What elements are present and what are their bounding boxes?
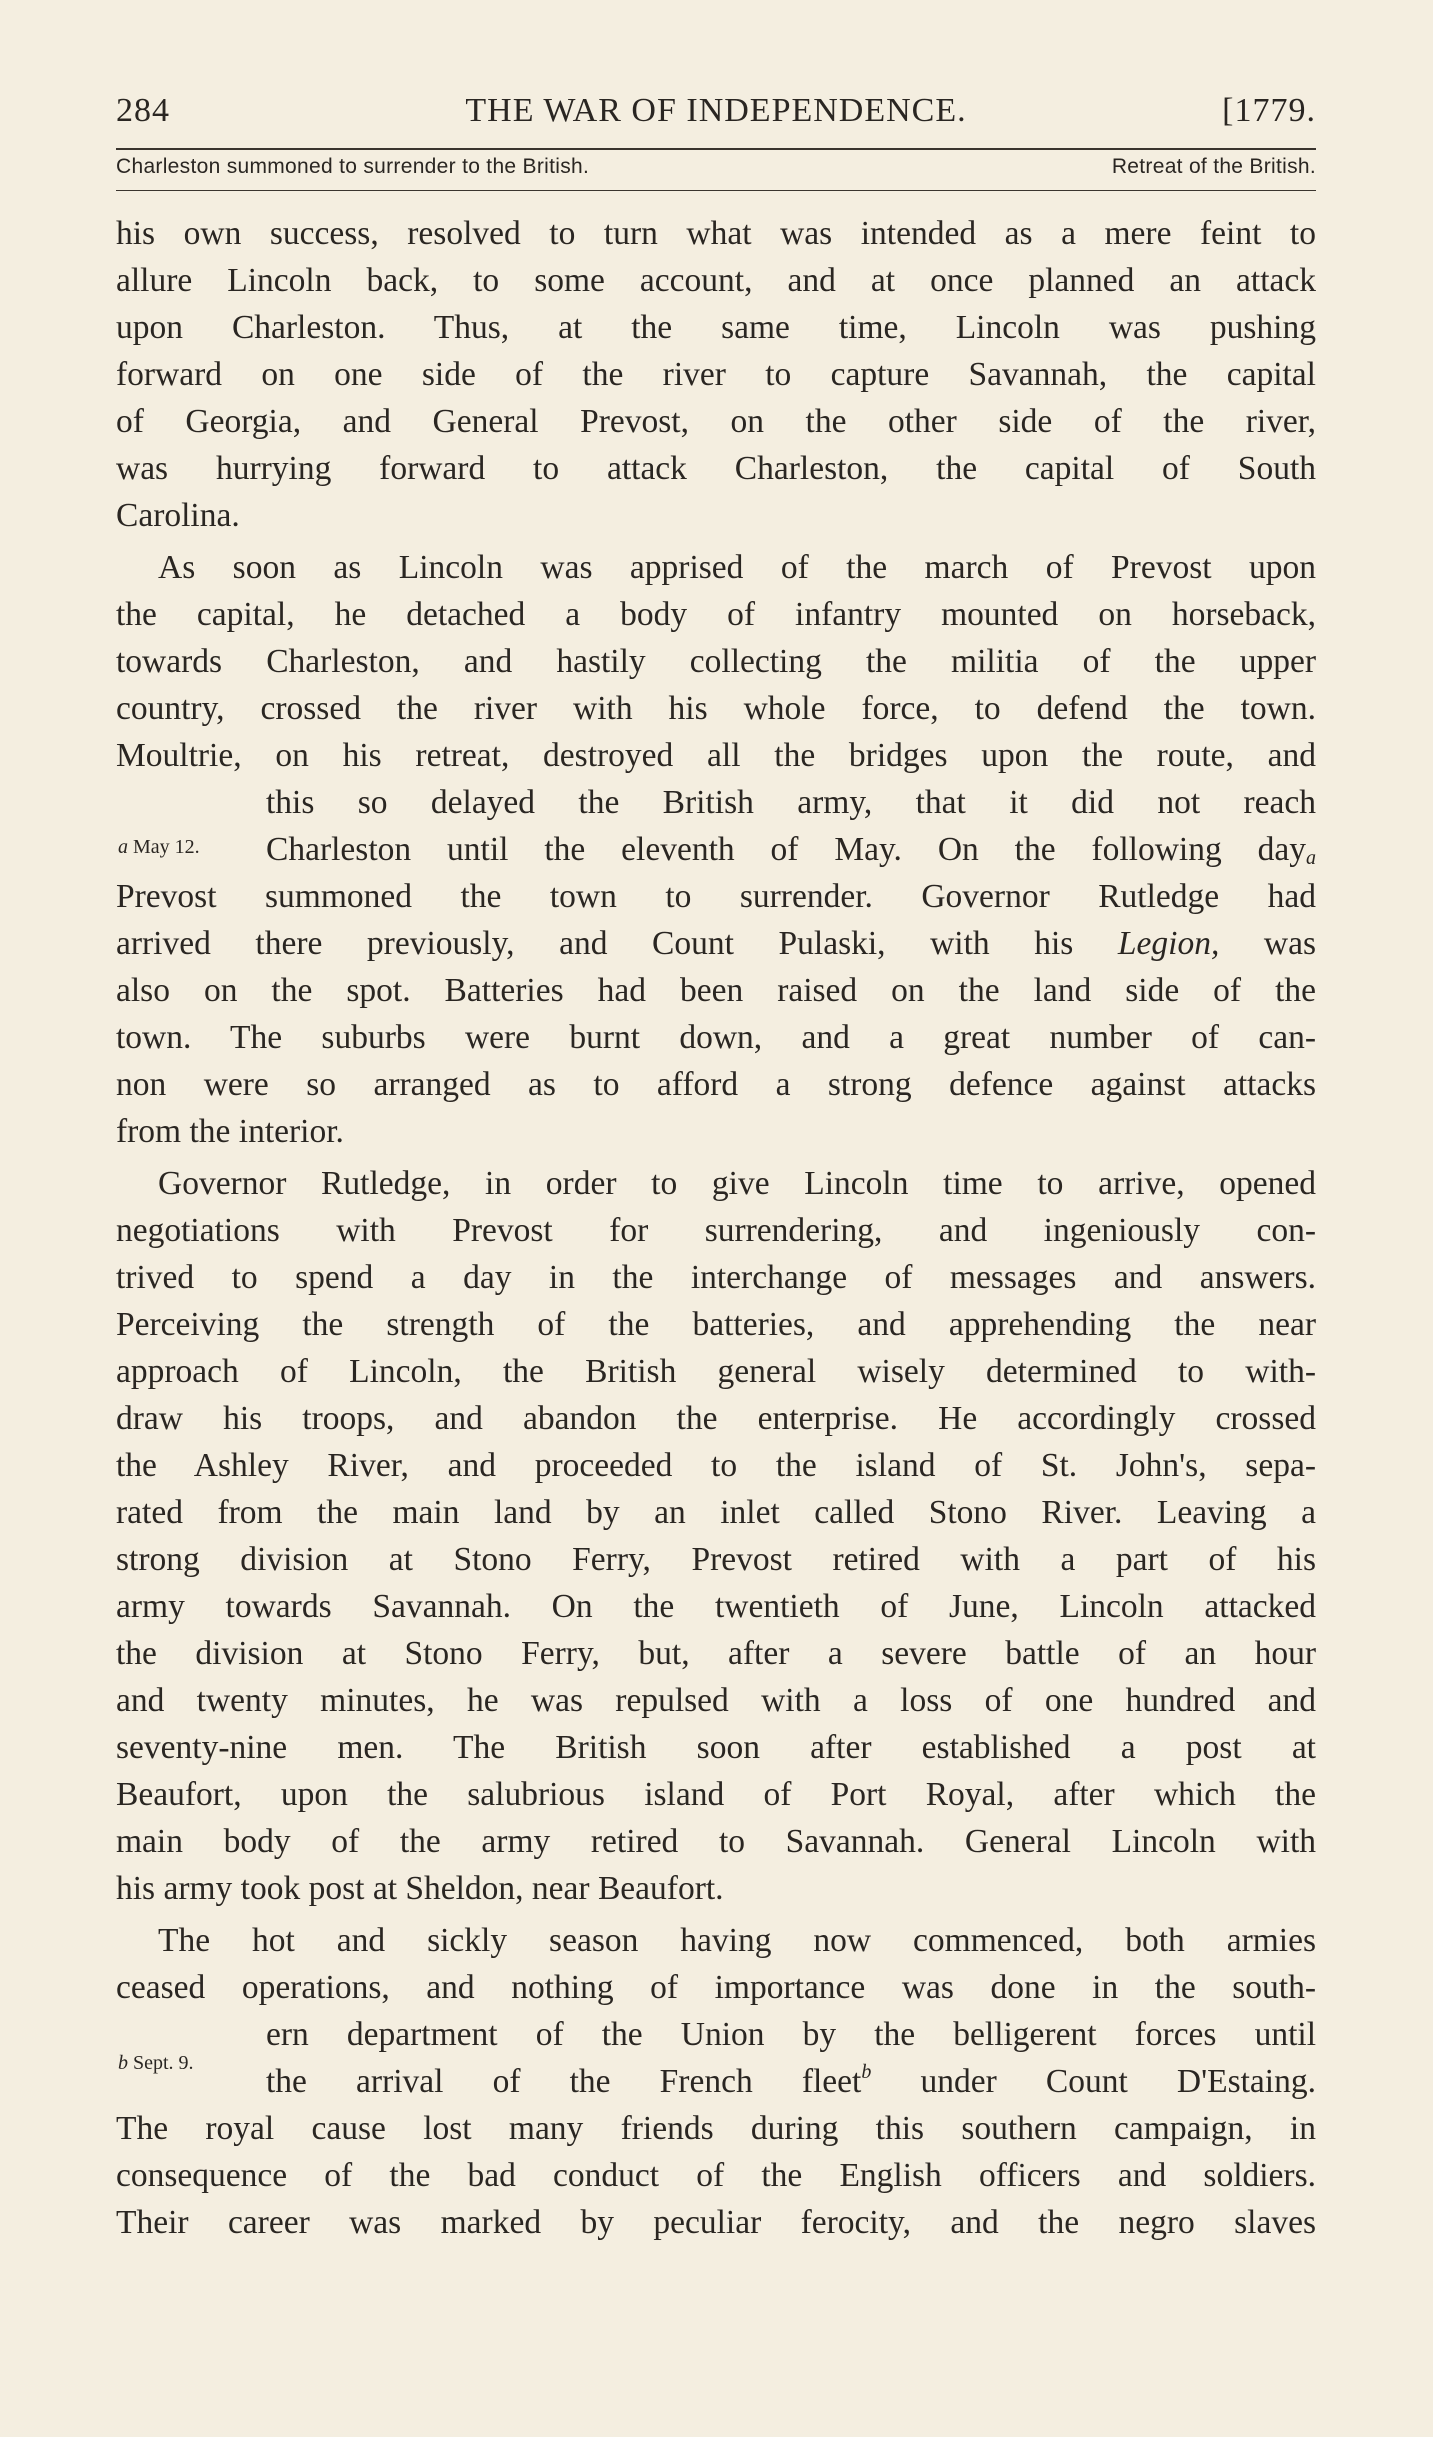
text-line: also on the spot. Batteries had been raised on the land side of the [116,972,1316,1009]
text-line: allure Lincoln back, to some account, and at once planned an attack [116,262,1316,299]
text-line: towards Charleston, and hastily collecting the militia of the upper [116,643,1316,680]
footnote-mark-a: a [1306,847,1316,869]
text-span: Charleston until the eleventh of May. On the following day [266,831,1306,868]
running-head [116,92,1316,142]
text-line: Moultrie, on his retreat, destroyed all the bridges upon the route, and [116,737,1316,774]
text-span: the arrival of the French fleet [266,2063,862,2100]
text-line: trived to spend a day in the interchange of messages and answers. [116,1259,1316,1296]
text-line: Perceiving the strength of the batteries, and apprehending the near [116,1306,1316,1343]
header-rule-bottom [116,190,1316,191]
italic-term: Legion, [1117,925,1220,962]
text-line: town. The suburbs were burnt down, and a great number of can- [116,1019,1316,1056]
header-rule-top [116,148,1316,150]
text-line: forward on one side of the river to capture Savannah, the capital [116,356,1316,393]
text-line: Prevost summoned the town to surrender. Governor Rutledge had [116,878,1316,915]
paragraph-first-line: As soon as Lincoln was apprised of the march of Prevost upon [158,549,1316,586]
running-year: [1779. [1222,92,1316,129]
margin-note-b-mark: b [118,2052,128,2074]
text-line: ceased operations, and nothing of importance was done in the south- [116,1969,1316,2006]
margin-note-b [118,2052,194,2075]
text-line: the division at Stono Ferry, but, after a severe battle of an hour [116,1635,1316,1672]
margin-note-a-mark: a [118,836,128,858]
subhead-right: Retreat of the British. [1111,155,1316,178]
text-line: rated from the main land by an inlet called Stono River. Leaving a [116,1494,1316,1531]
text-span: under Count D'Estaing. [871,2063,1316,2100]
margin-note-a [118,836,200,859]
text-line: of Georgia, and General Prevost, on the other side of the river, [116,403,1316,440]
text-line: was hurrying forward to attack Charleston, the capital of South [116,450,1316,487]
text-line: approach of Lincoln, the British general wisely determined to with- [116,1353,1316,1390]
text-line: upon Charleston. Thus, at the same time, Lincoln was pushing [116,309,1316,346]
text-line: negotiations with Prevost for surrendering, and ingeniously con- [116,1212,1316,1249]
margin-note-a-date: May 12. [133,836,200,858]
section-subhead [116,155,1316,191]
text-line: ern department of the Union by the belligerent forces until [266,2016,1316,2053]
text-line: main body of the army retired to Savannah. General Lincoln with [116,1823,1316,1860]
text-line: army towards Savannah. On the twentieth of June, Lincoln attacked [116,1588,1316,1625]
text-line: strong division at Stono Ferry, Prevost retired with a part of his [116,1541,1316,1578]
text-line [116,921,1316,967]
text-line: the Ashley River, and proceeded to the island of St. John's, sepa- [116,1447,1316,1484]
text-line: the capital, he detached a body of infantry mounted on horseback, [116,596,1316,633]
text-line: Carolina. [116,497,240,534]
running-title: THE WAR OF INDEPENDENCE. [465,92,967,129]
paragraph-first-line: The hot and sickly season having now commenced, both armies [158,1922,1316,1959]
paragraph-first-line: Governor Rutledge, in order to give Lincoln time to arrive, opened [158,1165,1316,1202]
text-line: country, crossed the river with his whole force, to defend the town. [116,690,1316,727]
margin-note-b-date: Sept. 9. [133,2052,194,2074]
text-line: from the interior. [116,1113,344,1150]
text-line: his army took post at Sheldon, near Beaufort. [116,1870,724,1907]
text-line: this so delayed the British army, that it did not reach [266,784,1316,821]
text-line [266,2059,1316,2105]
text-line [266,827,1316,873]
text-span: arrived there previously, and Count Pulaski, with his [116,925,1118,962]
subhead-left: Charleston summoned to surrender to the British. [116,155,590,178]
footnote-mark-b: b [861,2061,872,2083]
text-line: non were so arranged as to afford a strong defence against attacks [116,1066,1316,1103]
text-line: draw his troops, and abandon the enterprise. He accordingly crossed [116,1400,1316,1437]
text-line: Their career was marked by peculiar ferocity, and the negro slaves [116,2204,1316,2241]
text-line: his own success, resolved to turn what was intended as a mere feint to [116,215,1316,252]
text-line: The royal cause lost many friends during this southern campaign, in [116,2110,1316,2147]
text-line: Beaufort, upon the salubrious island of Port Royal, after which the [116,1776,1316,1813]
text-line: consequence of the bad conduct of the English officers and soldiers. [116,2157,1316,2194]
text-line: and twenty minutes, he was repulsed with a loss of one hundred and [116,1682,1316,1719]
text-line: seventy-nine men. The British soon after established a post at [116,1729,1316,1766]
page-number: 284 [116,92,170,129]
text-span: was [1219,925,1316,962]
